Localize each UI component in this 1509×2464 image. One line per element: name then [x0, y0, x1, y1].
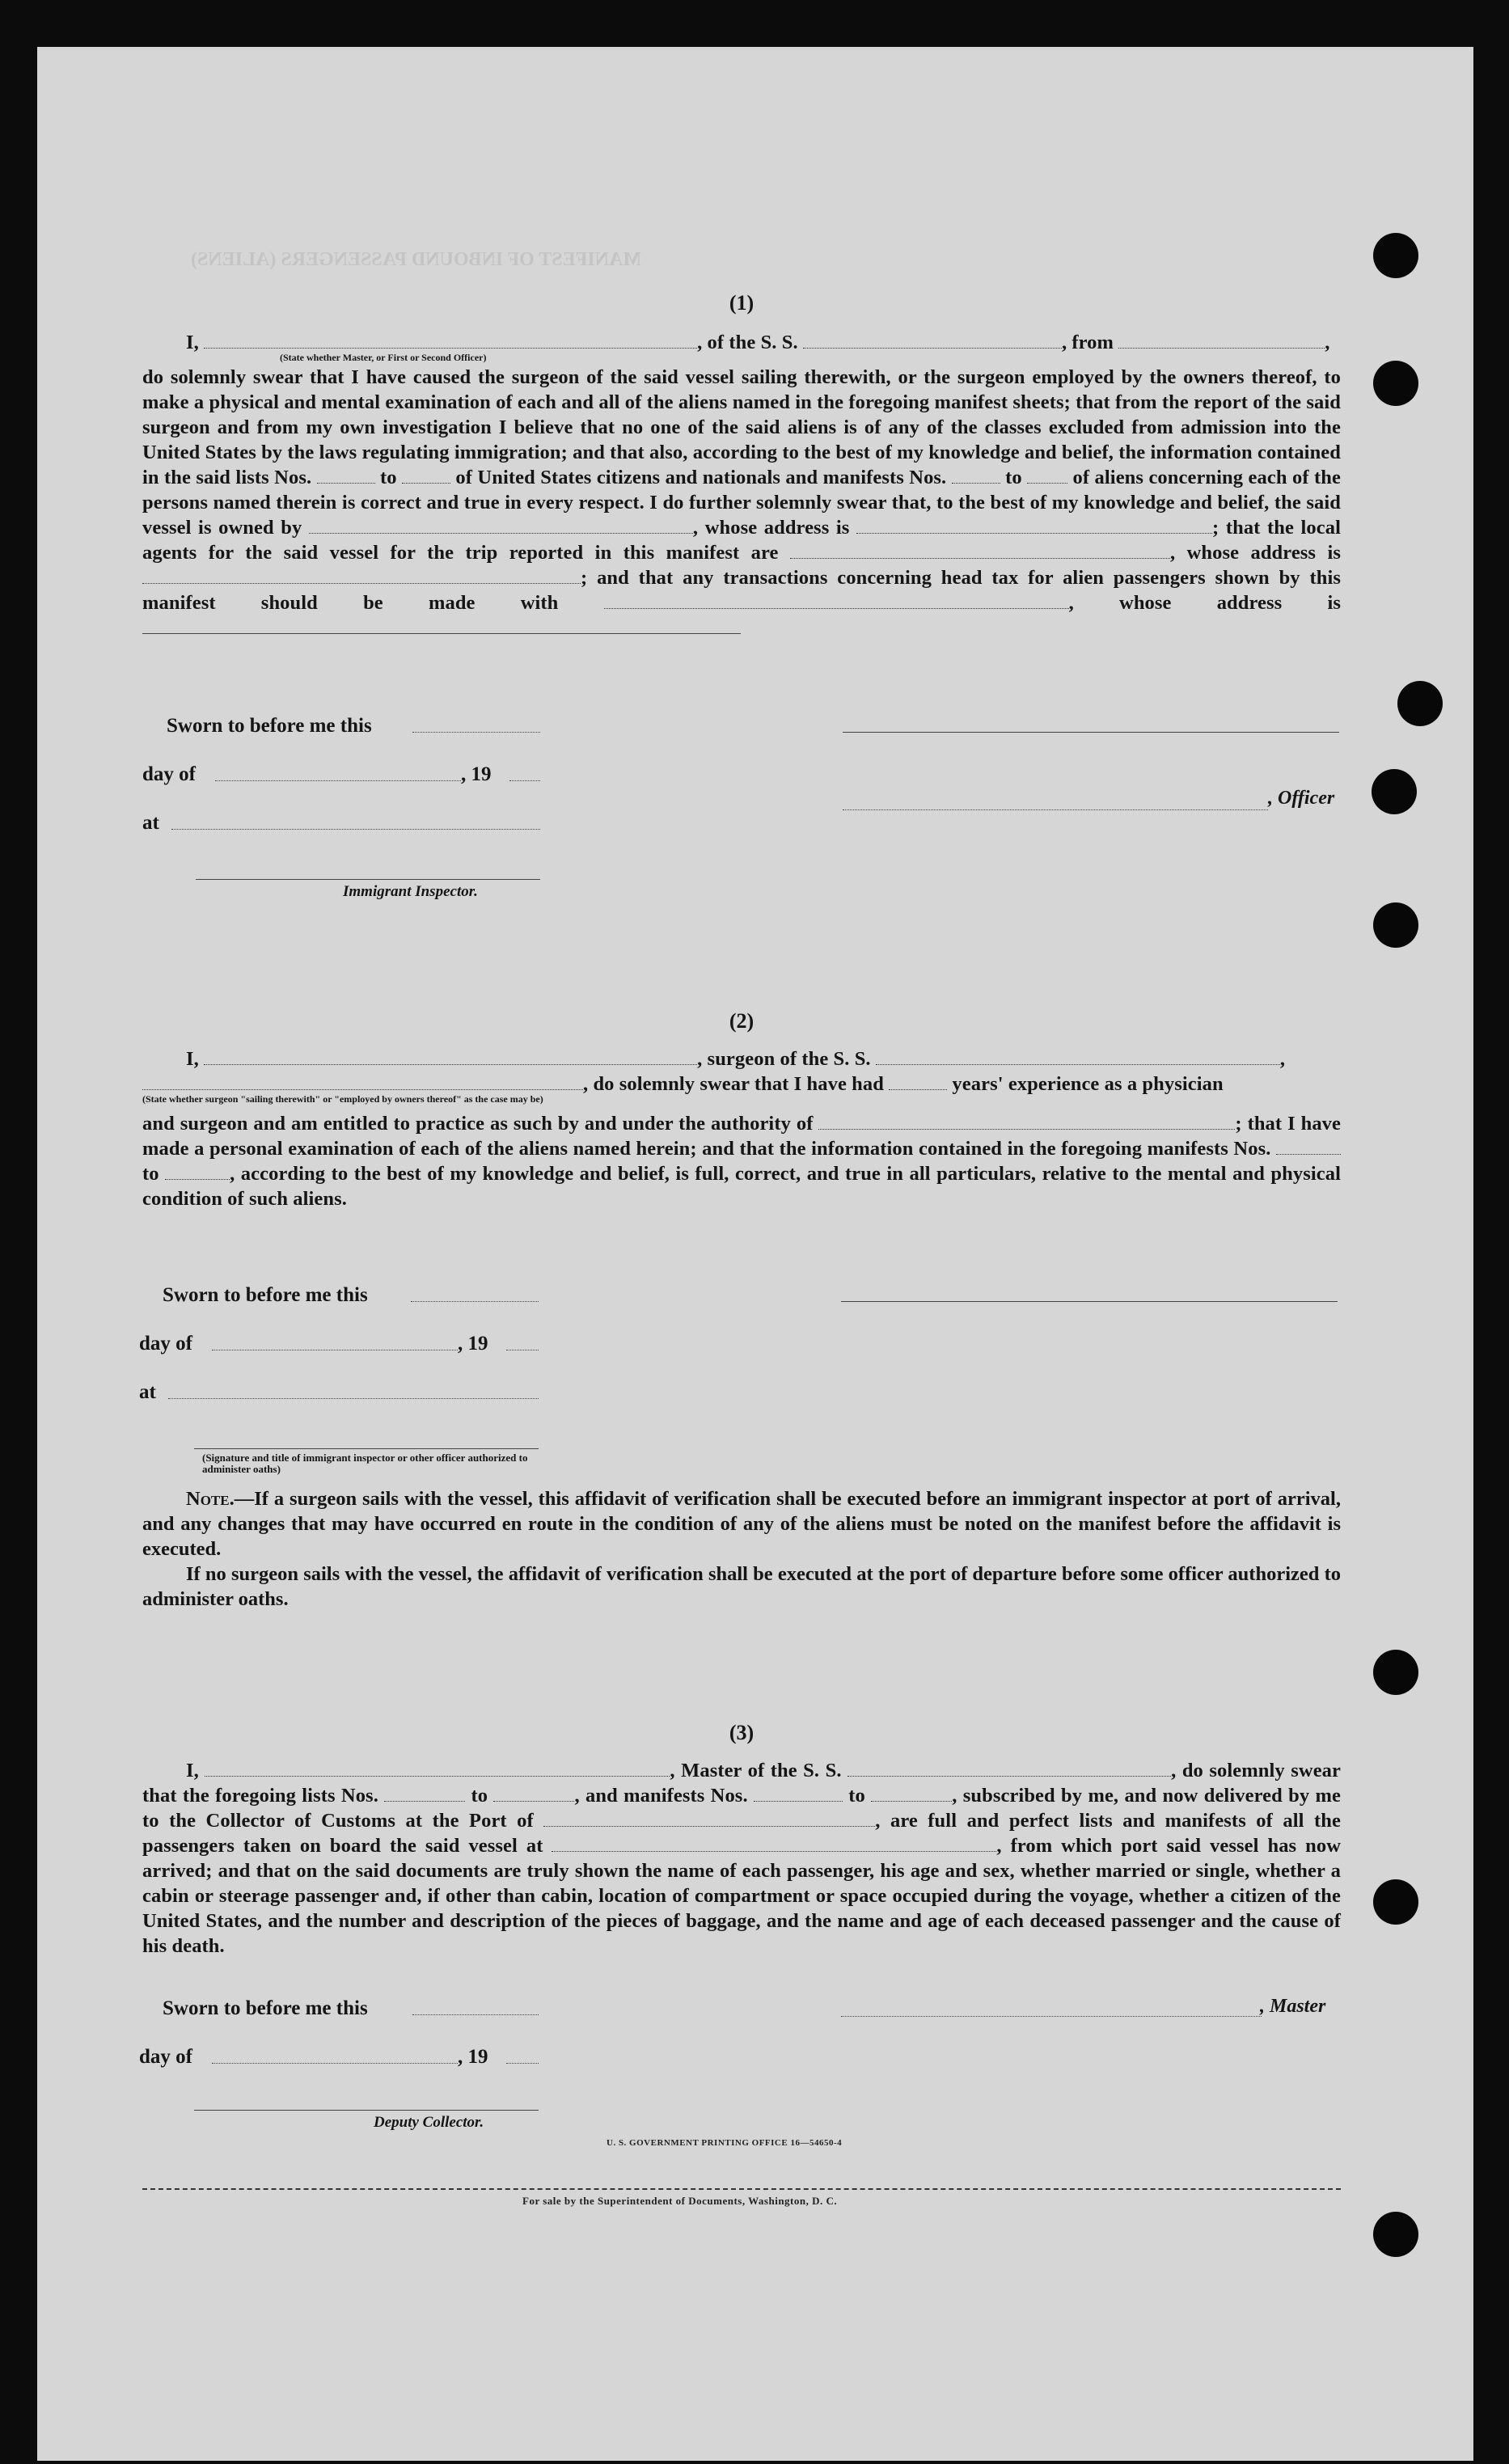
- year-label: , 19: [461, 763, 492, 785]
- punch-hole: [1373, 1879, 1418, 1925]
- section-number: (3): [729, 1721, 754, 1744]
- master-signature-line[interactable]: [841, 2015, 1262, 2017]
- note-paragraph: [142, 1486, 1341, 1562]
- at-label: at: [139, 1381, 156, 1403]
- punch-hole: [1373, 1650, 1418, 1695]
- at-place-field[interactable]: [168, 1397, 539, 1399]
- month-field[interactable]: [215, 780, 461, 781]
- master-oath-line: I, , of the S. S. , from ,: [186, 332, 1330, 353]
- embarkation-port-field[interactable]: [552, 1835, 996, 1852]
- oath-text-a: swear that the foregoing lists Nos.: [142, 1760, 1342, 1807]
- inspector-note: (Signature and title of immigrant inspector or other officer authorized to administer oaths): [202, 1452, 528, 1475]
- to-label: to: [380, 467, 397, 488]
- manifests-to-field[interactable]: [1027, 467, 1067, 484]
- inspector-signature-line[interactable]: [194, 1448, 539, 1449]
- master-label: , Master: [1260, 1996, 1326, 2017]
- year-label: , 19: [458, 2046, 488, 2068]
- signature-line[interactable]: [841, 1300, 1338, 1302]
- pronoun-label: I,: [186, 332, 199, 353]
- note-text-a: —If a surgeon sails with the vessel, this affidavit of verification shall be executed before an immigrant inspector at port of arrival, and any changes that may have occurred en route in the condition of any of the aliens must be noted on the manifest before the affidavit is executed.: [142, 1488, 1341, 1560]
- manifests-to-field[interactable]: [871, 1785, 952, 1802]
- to-label: to: [142, 1163, 159, 1185]
- month-field[interactable]: [212, 2062, 458, 2064]
- oath-text-agents: that the local agents for the said vessel for the trip reported in this manifest are: [142, 517, 1341, 564]
- year-label: , 19: [458, 1333, 488, 1355]
- to-label: to: [471, 1785, 488, 1807]
- sworn-label: Sworn to before me this: [167, 715, 372, 737]
- from-label: , from: [1061, 332, 1114, 353]
- oath-text-head-tax: ; and that any transactions concerning head tax for alien passengers shown by this manifest should be made with: [142, 567, 1341, 614]
- owner-field[interactable]: [309, 517, 693, 534]
- affidavit-master-lists: [142, 1721, 1341, 1959]
- at-place-field[interactable]: [171, 828, 540, 830]
- years-label: years' experience as a physician: [952, 1073, 1224, 1095]
- oath-text-full-perfect: , are full and perfect lists and manifests of all the passengers taken on board the said vessel at: [142, 1810, 1341, 1857]
- inspector-signature-line[interactable]: [196, 878, 540, 880]
- section-number: (1): [729, 291, 754, 315]
- surgeon-oath-body: and surgeon and am entitled to practice as such by and under the authority of ; that I have made a personal examination of each of the aliens named herein; and that the information contained in the foregoing manifests Nos. to , according to the best of my knowledge and belief, is full, correct, and true in all particulars, relative to the mental and physical condition of such aliens.: [142, 1113, 1342, 1210]
- whose-address-label: , whose address is: [692, 517, 850, 539]
- lists-to-field[interactable]: [493, 1785, 574, 1802]
- affidavit-master: [142, 291, 1341, 640]
- lists-from-field[interactable]: [317, 467, 375, 484]
- oath-text-b: of United States citizens and nationals and manifests Nos.: [455, 467, 947, 488]
- officer-signature-line[interactable]: [843, 809, 1268, 810]
- signature-line[interactable]: [843, 731, 1339, 733]
- vessel-name-field[interactable]: [847, 1760, 1171, 1777]
- manifests-to-field[interactable]: [165, 1163, 230, 1180]
- punch-hole: [1373, 361, 1418, 406]
- note-label: Note.: [186, 1488, 235, 1510]
- authority-field[interactable]: [818, 1113, 1235, 1130]
- vessel-name-field[interactable]: [803, 332, 1062, 349]
- punch-hole: [1373, 233, 1418, 278]
- of-ss-label: , of the S. S.: [697, 332, 798, 353]
- lists-oath: [142, 1758, 1341, 1959]
- affidavit-surgeon: [142, 1009, 1341, 1211]
- vessel-name-field[interactable]: [876, 1048, 1280, 1065]
- whose-address-label: whose address is: [1186, 542, 1342, 564]
- sworn-day-field[interactable]: [412, 731, 540, 733]
- manifests-from-field[interactable]: [952, 467, 1000, 484]
- year-field[interactable]: [506, 2062, 539, 2064]
- head-tax-agent-field[interactable]: [604, 592, 1069, 609]
- surgeon-oath-line: I, , surgeon of the S. S. ,: [186, 1048, 1286, 1070]
- surgeon-note: (State whether surgeon "sailing therewith" or "employed by owners thereof" as the case may be): [142, 1093, 543, 1105]
- sworn-day-field[interactable]: [411, 1300, 539, 1302]
- sale-notice: For sale by the Superintendent of Documents, Washington, D. C.: [522, 2195, 838, 2207]
- gpo-imprint: U. S. GOVERNMENT PRINTING OFFICE 16—54650-4: [607, 2138, 843, 2148]
- year-field[interactable]: [509, 780, 540, 781]
- manifests-from-field[interactable]: [1276, 1138, 1341, 1155]
- agents-address-field[interactable]: [142, 567, 581, 584]
- oath-text-a: and surgeon and am entitled to practice as such by and under the authority of: [142, 1113, 814, 1135]
- oath-text-a: do solemnly swear that I have caused the surgeon of the said vessel sailing therewith, or the surgeon employed by the owners thereof, to make a physical and mental examination of each and all of the aliens named in the foregoing manifest sheets; that from the report of the said surgeon and from my own investigation I believe that no one of the said aliens is of any of the classes excluded from admission into the United States by the laws regulating immigration; and that also, according to the best of my knowledge and belief, the information contained in the said lists Nos.: [142, 366, 1341, 488]
- bleed-through-title: MANIFEST OF INBOUND PASSENGERS (ALIENS): [191, 249, 641, 270]
- officer-label: , Officer: [1268, 788, 1335, 809]
- punch-hole: [1397, 681, 1443, 726]
- section-number: (2): [729, 1009, 754, 1033]
- manifests-from-field[interactable]: [754, 1785, 843, 1802]
- officer-name-field[interactable]: [204, 332, 697, 349]
- owner-address-field[interactable]: [856, 517, 1212, 534]
- whose-address-label: , whose address is: [1068, 592, 1342, 614]
- day-of-label: day of: [142, 763, 196, 785]
- footer-rule: [142, 2188, 1341, 2190]
- head-tax-address-field[interactable]: [142, 617, 741, 634]
- lists-from-field[interactable]: [384, 1785, 465, 1802]
- master-name-field[interactable]: [205, 1760, 670, 1777]
- note-text-b: If no surgeon sails with the vessel, the affidavit of verification shall be executed at the port of departure before some officer authorized to administer oaths.: [142, 1563, 1341, 1610]
- pronoun-label: I,: [186, 1760, 199, 1781]
- years-field[interactable]: [889, 1073, 947, 1090]
- sworn-label: Sworn to before me this: [163, 1997, 368, 2019]
- oath-text-from-which: , from which port said vessel has now arrived; and that on the said documents are truly shown the name of each passenger, his age and sex, whether married or single, whether a cabin or steerage passenger and, if other than cabin, location of compartment or space occupied during the voyage, whether a citizen of the United States, and the number and description of the pieces of baggage, and the name and age of each deceased passenger and the cause of his death.: [142, 1835, 1341, 1957]
- to-label: to: [848, 1785, 865, 1807]
- do-solemnly-label: , do solemnly: [1171, 1760, 1285, 1781]
- collector-signature-line[interactable]: [194, 2109, 539, 2111]
- punch-hole: [1372, 769, 1417, 814]
- agents-field[interactable]: [790, 542, 1170, 559]
- day-of-label: day of: [139, 2046, 192, 2068]
- sworn-label: Sworn to before me this: [163, 1284, 368, 1306]
- surgeon-status-field[interactable]: [142, 1073, 583, 1090]
- oath-text-c: , according to the best of my knowledge and belief, is full, correct, and true in all particulars, relative to the mental and physical condition of such aliens.: [142, 1163, 1341, 1210]
- lists-to-field[interactable]: [402, 467, 450, 484]
- note-paragraph-2: [142, 1562, 1341, 1612]
- surgeon-note-block: [142, 1486, 1341, 1612]
- master-note: (State whether Master, or First or Second Officer): [280, 352, 487, 363]
- at-label: at: [142, 812, 159, 834]
- surgeon-of-label: , surgeon of the S. S.: [697, 1048, 871, 1070]
- swear-had-label: , do solemnly swear that I have had: [583, 1073, 884, 1095]
- oath-text-b: that I have made a personal examination of each of the aliens named herein; and that the information contained in the foregoing manifests Nos.: [142, 1113, 1342, 1160]
- to-label: to: [1005, 467, 1022, 488]
- month-field[interactable]: [212, 1349, 458, 1350]
- pronoun-label: I,: [186, 1048, 199, 1070]
- and-manifests-label: , and manifests Nos.: [574, 1785, 748, 1807]
- port-field[interactable]: [543, 1810, 875, 1827]
- punch-hole: [1373, 902, 1418, 948]
- master-oath-body: do solemnly swear that I have caused the surgeon of the said vessel sailing therewith, or the surgeon employed by the owners thereof, to make a physical and mental examination of each and all of the aliens named in the foregoing manifest sheets; that from the report of the said surgeon and from my own investigation I believe that no one of the said aliens is of any of the classes excluded from admission into the United States by the laws regulating immigration; and that also, according to the best of my knowledge and belief, the information contained in the said lists Nos. to of United States citizens and nationals and manifests Nos. to of aliens concerning each of the persons named therein is correct and true in every respect. I do further solemnly swear that, to the best of my knowledge and belief, the said vessel is owned by , whose address is ; that the local agents for the said vessel for the trip reported in this manifest are , whose address is ; and that any transactions concerning head tax for alien passengers shown by this manifest should be made with , whose address is: [142, 365, 1341, 640]
- from-port-field[interactable]: [1118, 332, 1325, 349]
- surgeon-name-field[interactable]: [204, 1048, 697, 1065]
- sworn-day-field[interactable]: [412, 2014, 539, 2015]
- day-of-label: day of: [139, 1333, 192, 1355]
- inspector-label: Immigrant Inspector.: [343, 883, 478, 900]
- punch-hole: [1373, 2212, 1418, 2257]
- oath-text-c: of aliens concerning each of the persons named therein is correct and true in every respect. I do further solemnly swear that, to the best of my knowledge and belief, the said vessel is owned by: [142, 467, 1341, 539]
- master-of-label: , Master of the S. S.: [670, 1760, 842, 1781]
- deputy-collector-label: Deputy Collector.: [374, 2114, 484, 2131]
- oath-text-subscribed: , subscribed by me, and now delivered by me to the Collector of Customs at the Port of: [142, 1785, 1341, 1832]
- year-field[interactable]: [506, 1349, 539, 1350]
